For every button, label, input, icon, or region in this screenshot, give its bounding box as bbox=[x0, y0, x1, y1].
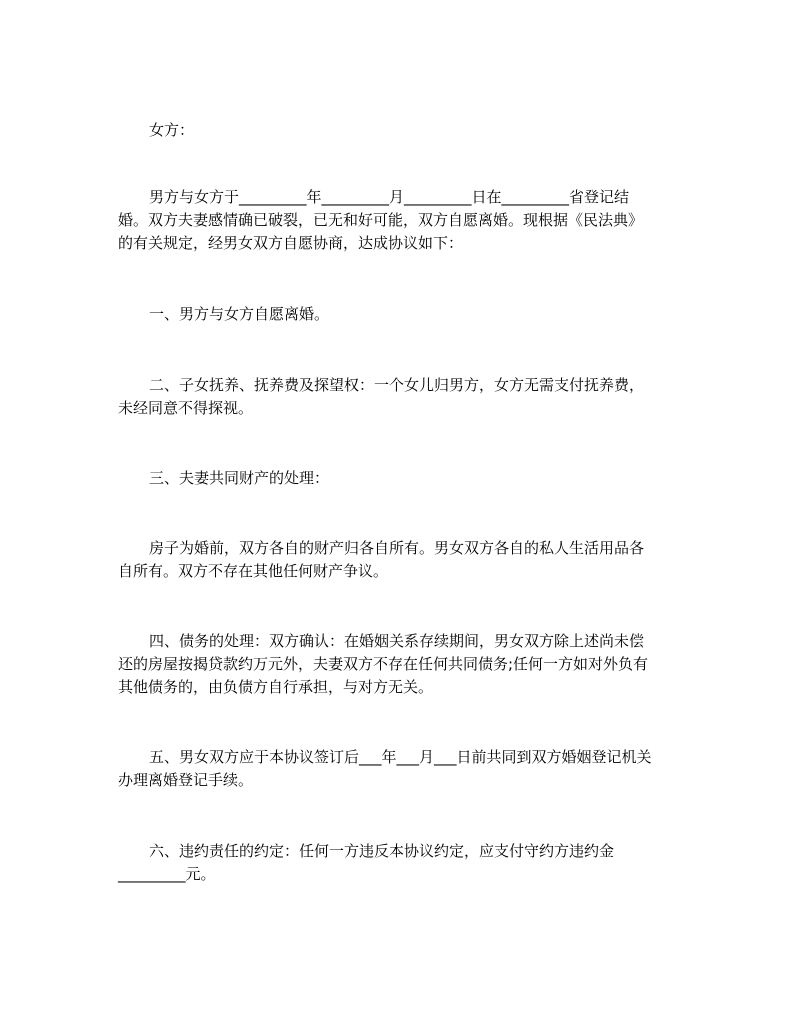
clause-6-line-2: _________元。 bbox=[118, 865, 216, 883]
clause-2 bbox=[118, 374, 678, 420]
clause-5-line-2: 办理离婚登记手续。 bbox=[118, 771, 254, 789]
party-female-label: 女方： bbox=[149, 121, 195, 139]
clause-3: 三、夫妻共同财产的处理： bbox=[149, 469, 330, 487]
property-line-1: 房子为婚前，双方各自的财产归各自所有。男女双方各自的私人生活用品各 bbox=[149, 539, 645, 557]
clause-4-line-2: 还的房屋按揭贷款约万元外，夫妻双方不存在任何共同债务;任何一方如对外负有 bbox=[118, 655, 649, 673]
clause-6 bbox=[118, 840, 678, 886]
clause-5-line-1: 五、男女双方应于本协议签订后___年___月___日前共同到双方婚姻登记机关 bbox=[149, 748, 652, 766]
clause-4-line-3: 其他债务的，由负债方自行承担，与对方无关。 bbox=[118, 678, 434, 696]
intro-line-3: 的有关规定，经男女双方自愿协商，达成协议如下： bbox=[118, 234, 464, 252]
clause-4-line-1: 四、债务的处理：双方确认：在婚姻关系存续期间，男女双方除上述尚未偿 bbox=[149, 632, 645, 650]
intro-line-1: 男方与女方于_________年_________月_________日在_________省登记结 bbox=[149, 188, 630, 206]
clause-5 bbox=[118, 746, 678, 792]
clause-2-line-1: 二、子女抚养、抚养费及探望权：一个女儿归男方，女方无需支付抚养费， bbox=[149, 376, 645, 394]
clause-2-line-2: 未经同意不得探视。 bbox=[118, 399, 254, 417]
intro-paragraph bbox=[118, 186, 678, 255]
intro-line-2: 婚。双方夫妻感情确已破裂，已无和好可能，双方自愿离婚。现根据《民法典》 bbox=[118, 211, 644, 229]
property-paragraph bbox=[118, 537, 678, 583]
clause-1: 一、男方与女方自愿离婚。 bbox=[149, 305, 330, 323]
property-line-2: 自所有。双方不存在其他任何财产争议。 bbox=[118, 562, 389, 580]
clause-6-line-1: 六、违约责任的约定：任何一方违反本协议约定，应支付守约方违约金 bbox=[149, 842, 615, 860]
clause-4 bbox=[118, 630, 678, 699]
